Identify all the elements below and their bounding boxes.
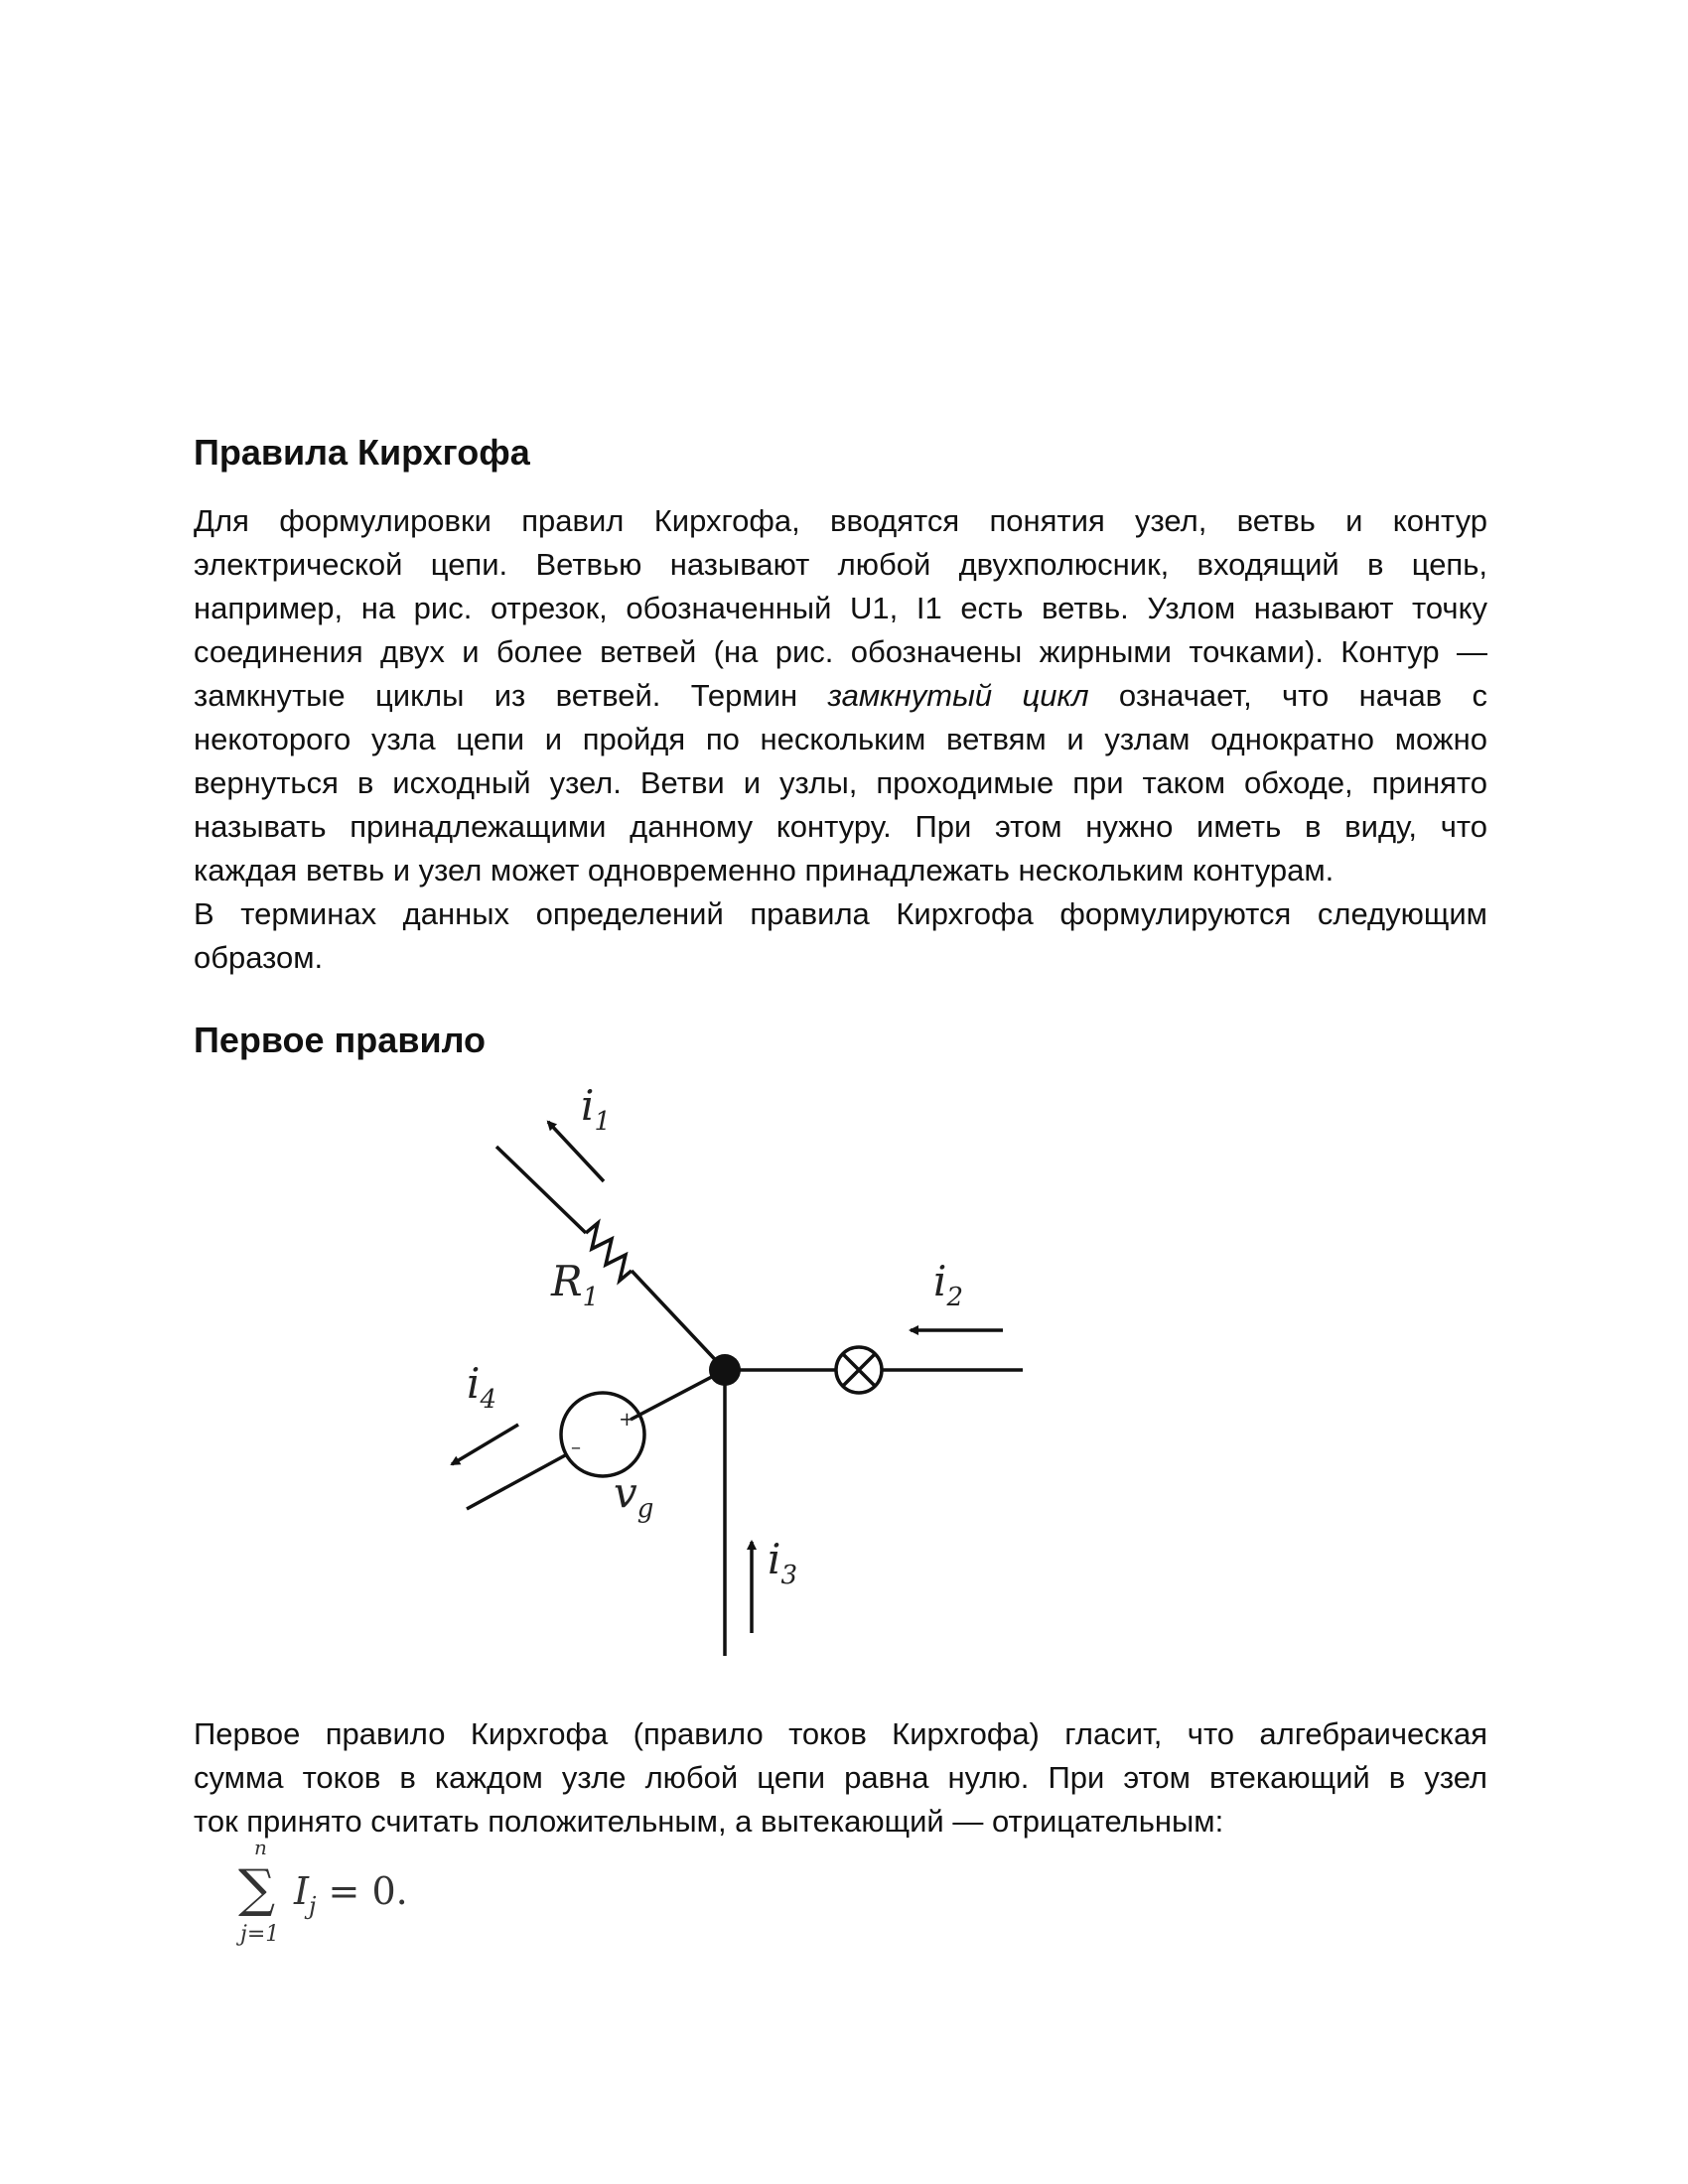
text-line: образом. bbox=[194, 940, 324, 975]
text-line: сумма токов в каждом узле любой цепи равна нулю. При этом втекающий в узел bbox=[194, 1760, 1487, 1795]
text-line: Первое правило Кирхгофа (правило токов Кирхгофа) гласит, что алгебраическая bbox=[194, 1716, 1487, 1751]
text-line: ток принято считать положительным, а вытекающий — отрицательным: bbox=[194, 1804, 1224, 1839]
wire-source-lead bbox=[467, 1454, 567, 1509]
text-line: называть принадлежащими данному контуру. При этом нужно иметь в виду, что bbox=[194, 809, 1487, 844]
label-minus: – bbox=[571, 1434, 581, 1458]
label-i2: $i_2$ bbox=[933, 1257, 963, 1312]
text-line bbox=[194, 674, 1487, 718]
text-line: вернуться в исходный узел. Ветви и узлы, проходимые при таком обходе, принято bbox=[194, 765, 1487, 800]
text-line: В терминах данных определений правила Кирхгофа формулируются следующим bbox=[194, 896, 1487, 931]
text-line: некоторого узла цепи и пройдя по нескольким ветвям и узлам однократно можно bbox=[194, 722, 1487, 756]
label-r1: $R_1$ bbox=[551, 1257, 600, 1312]
text-fragment: замкнутые циклы из ветвей. Термин bbox=[194, 678, 828, 713]
text-line: Для формулировки правил Кирхгофа, вводятся понятия узел, ветвь и контур bbox=[194, 503, 1487, 538]
text-fragment: означает, что начав с bbox=[1088, 678, 1487, 713]
rule-paragraph bbox=[194, 1712, 1487, 1843]
node-dot bbox=[709, 1354, 741, 1386]
arrow-i4 bbox=[452, 1425, 518, 1464]
kirchhoff-node-diagram bbox=[427, 1082, 1043, 1678]
sum-symbol: ∑ bbox=[238, 1859, 276, 1919]
label-i3: $i_3$ bbox=[768, 1535, 797, 1590]
section-title: Первое правило bbox=[194, 1020, 486, 1060]
label-vg: $v_g$ bbox=[614, 1468, 654, 1524]
wire-r1-node bbox=[632, 1271, 725, 1370]
wire-r1-lead bbox=[496, 1147, 586, 1233]
text-line: каждая ветвь и узел может одновременно принадлежать нескольким контурам. bbox=[194, 853, 1335, 887]
label-i4: $i_4$ bbox=[467, 1359, 496, 1415]
label-plus: + bbox=[619, 1407, 635, 1431]
resistor-r1 bbox=[586, 1223, 632, 1281]
page-title: Правила Кирхгофа bbox=[194, 432, 530, 473]
emphasis-term: замкнутый цикл bbox=[827, 678, 1089, 713]
formula-body: $I_j = 0$. bbox=[294, 1869, 408, 1920]
text-line: электрической цепи. Ветвью называют любой двухполюсник, входящий в цепь, bbox=[194, 547, 1487, 582]
intro-paragraph bbox=[194, 499, 1487, 980]
wire-node-source bbox=[631, 1370, 725, 1420]
text-line: например, на рис. отрезок, обозначенный U1, I1 есть ветвь. Узлом называют точку bbox=[194, 591, 1487, 625]
label-i1: $i_1$ bbox=[581, 1082, 611, 1137]
kirchhoff-sum-formula bbox=[228, 1837, 487, 1956]
sum-lower-limit: j=1 bbox=[240, 1922, 280, 1947]
sum-upper-limit: n bbox=[254, 1837, 267, 1859]
text-line: соединения двух и более ветвей (на рис. обозначены жирными точками). Контур — bbox=[194, 634, 1487, 669]
